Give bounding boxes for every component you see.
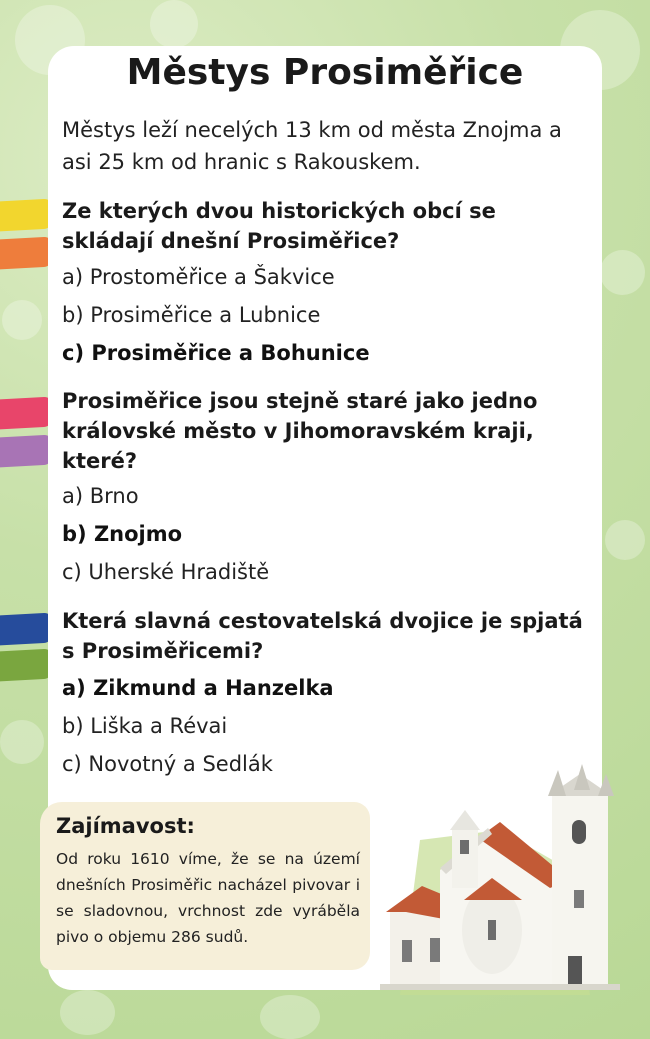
tab-green xyxy=(0,649,52,682)
answer-2a: a) Brno xyxy=(62,484,139,508)
intro-text: Městys leží necelých 13 km od města Znojma a asi 25 km od hranic s Rakouskem. xyxy=(62,118,562,174)
church-icon xyxy=(360,760,645,995)
page-title: Městys Prosiměřice xyxy=(126,52,524,93)
answer-1a: a) Prostoměřice a Šakvice xyxy=(62,265,335,289)
question-3: Která slavná cestovatelská dvojice je spjatá s Prosiměřicemi? xyxy=(62,609,583,663)
tab-purple xyxy=(0,435,52,468)
tab-blue xyxy=(0,613,52,646)
tab-pink xyxy=(0,397,52,430)
bokeh-decoration xyxy=(605,520,645,560)
answer-1b: b) Prosiměřice a Lubnice xyxy=(62,303,321,327)
answer-3a-correct: a) Zikmund a Hanzelka xyxy=(62,676,334,700)
question-1: Ze kterých dvou historických obcí se skládají dnešní Prosiměřice? xyxy=(62,199,496,253)
answer-3b: b) Liška a Révai xyxy=(62,714,228,738)
bokeh-decoration xyxy=(60,990,115,1035)
fun-fact-box xyxy=(40,802,370,970)
answer-1c-correct: c) Prosiměřice a Bohunice xyxy=(62,341,370,365)
bokeh-decoration xyxy=(260,995,320,1039)
answer-3c: c) Novotný a Sedlák xyxy=(62,752,273,776)
answer-2b-correct: b) Znojmo xyxy=(62,522,183,546)
answer-2c: c) Uherské Hradiště xyxy=(62,560,270,584)
tab-yellow xyxy=(0,199,52,232)
fun-fact-title: Zajímavost: xyxy=(56,814,195,838)
question-2: Prosiměřice jsou stejně staré jako jedno královské město v Jihomoravském kraji, které? xyxy=(62,389,538,473)
fun-fact-text: Od roku 1610 víme, že se na území dnešních Prosiměřic nacházel pivovar i se sladovnou, vrchnost zde vyráběla pivo o objemu 286 sudů. xyxy=(56,850,360,946)
bokeh-decoration xyxy=(2,300,42,340)
bokeh-decoration xyxy=(600,250,645,295)
bokeh-decoration xyxy=(150,0,198,48)
bokeh-decoration xyxy=(0,720,44,764)
tab-orange xyxy=(0,237,52,270)
